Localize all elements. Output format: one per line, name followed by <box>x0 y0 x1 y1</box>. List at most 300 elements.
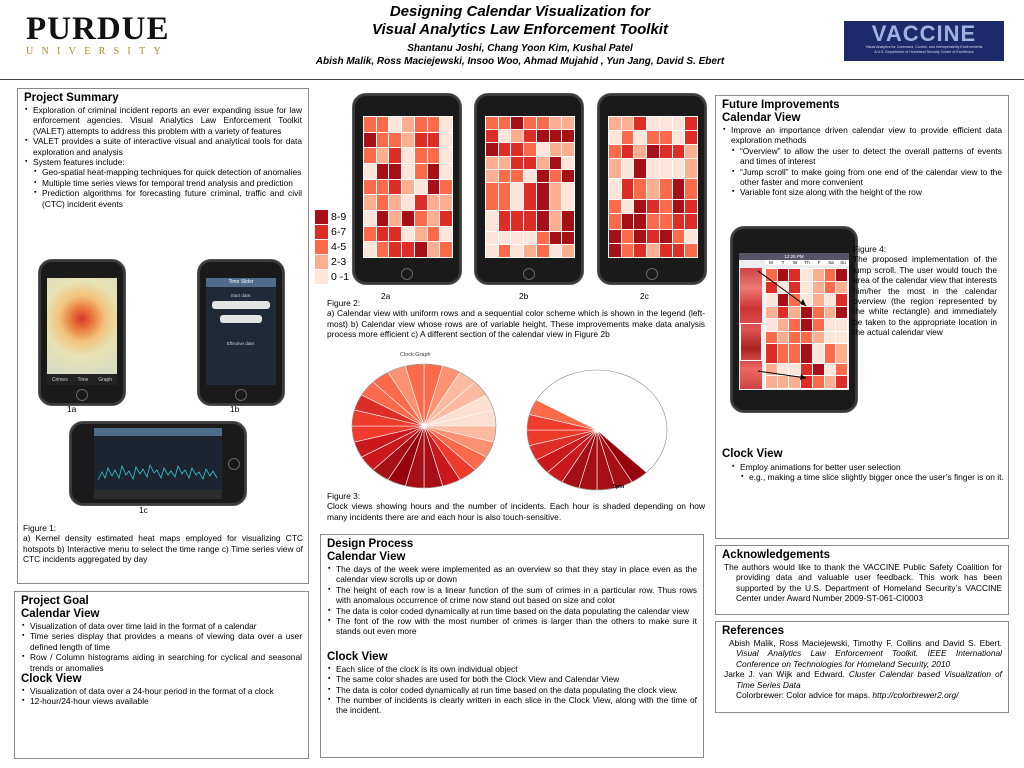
calendar-cell[interactable] <box>634 131 646 144</box>
calendar-cell[interactable] <box>511 211 523 231</box>
calendar-cell[interactable] <box>836 376 847 388</box>
calendar-cell[interactable] <box>440 227 452 242</box>
effective-date-label: Effective date: <box>226 341 256 346</box>
calendar-cell[interactable] <box>647 131 659 144</box>
calendar-cell[interactable] <box>673 230 685 243</box>
calendar-cell[interactable] <box>377 211 389 226</box>
purdue-logo-subtext: UNIVERSITY <box>26 46 169 57</box>
summary-title: Project Summary <box>24 92 119 104</box>
calendar-cell[interactable] <box>537 170 549 182</box>
calendar-cell[interactable] <box>622 230 634 243</box>
calendar-cell[interactable] <box>562 211 574 231</box>
calendar-cell[interactable] <box>622 159 634 178</box>
calendar-cell[interactable] <box>685 230 697 243</box>
calendar-cell[interactable] <box>673 117 685 130</box>
calendar-cell[interactable] <box>609 200 621 213</box>
calendar-cell[interactable] <box>524 157 536 169</box>
design-clock-title: Clock View <box>327 650 388 663</box>
legend-swatch <box>315 255 328 269</box>
fig2b-label: 2b <box>519 291 529 301</box>
calendar-cell[interactable] <box>377 242 389 257</box>
calendar-cell[interactable] <box>685 131 697 144</box>
calendar-cell[interactable] <box>428 133 440 148</box>
calendar-cell[interactable] <box>550 117 562 129</box>
calendar-cell[interactable] <box>511 143 523 155</box>
start-date-picker[interactable] <box>212 301 270 309</box>
calendar-cell[interactable] <box>537 157 549 169</box>
calendar-cell[interactable] <box>609 117 621 130</box>
calendar-cell[interactable] <box>511 232 523 244</box>
calendar-cell[interactable] <box>511 245 523 257</box>
calendar-cell[interactable] <box>364 164 376 179</box>
calendar-cell[interactable] <box>825 344 836 363</box>
future-clock-item <box>740 462 1012 483</box>
summary-item: ▪ VALET provides a suite of interactive visual and analytical tools for data exploration and analysis <box>33 136 302 157</box>
calendar-cell[interactable] <box>550 170 562 182</box>
calendar-cell[interactable] <box>499 143 511 155</box>
calendar-cell[interactable] <box>609 145 621 158</box>
calendar-cell[interactable] <box>402 133 414 148</box>
design-calendar-list <box>327 564 697 637</box>
calendar-cell[interactable] <box>428 227 440 242</box>
calendar-cell[interactable] <box>428 148 440 163</box>
calendar-cell[interactable] <box>377 164 389 179</box>
legend-label: 0 -1 <box>331 270 350 283</box>
calendar-cell[interactable] <box>537 232 549 244</box>
calendar-cell[interactable] <box>377 148 389 163</box>
calendar-cell[interactable] <box>389 148 401 163</box>
refs-title: References <box>722 625 785 637</box>
calendar-cell[interactable] <box>389 180 401 195</box>
fig1b-label: 1b <box>230 404 240 414</box>
calendar-cell[interactable] <box>402 148 414 163</box>
calendar-cell[interactable] <box>511 117 523 129</box>
calendar-cell[interactable] <box>537 183 549 210</box>
calendar-cell[interactable] <box>634 244 646 257</box>
calendar-cell[interactable] <box>486 130 498 142</box>
clock-graph-1 <box>350 360 498 494</box>
calendar-cell[interactable] <box>562 157 574 169</box>
design-clock-item: ▪ The number of incidents is clearly written in each slice in the Clock View, along with the time of the incident. <box>336 695 697 716</box>
calendar-cell[interactable] <box>364 117 376 132</box>
calendar-cell[interactable] <box>415 180 427 195</box>
time-slider-screen <box>206 278 276 385</box>
calendar-cell[interactable] <box>550 143 562 155</box>
calendar-cell[interactable] <box>415 195 427 210</box>
calendar-cell[interactable] <box>609 244 621 257</box>
calendar-cell[interactable] <box>622 214 634 230</box>
calendar-cell[interactable] <box>402 211 414 226</box>
calendar-cell[interactable] <box>622 131 634 144</box>
calendar-cell[interactable] <box>364 180 376 195</box>
calendar-cell[interactable] <box>685 244 697 257</box>
calendar-cell[interactable] <box>511 183 523 210</box>
calendar-cell[interactable] <box>402 117 414 132</box>
vaccine-logo-text: VACCINE <box>871 21 977 46</box>
design-calendar-item: ▪ The data is color coded dynamically at run time based on the data populating the calendar view <box>336 606 697 616</box>
calendar-cell[interactable] <box>562 143 574 155</box>
jump-arrows <box>756 266 816 406</box>
calendar-cell[interactable] <box>377 180 389 195</box>
calendar-cell[interactable] <box>685 159 697 178</box>
fig1-caption <box>23 523 303 565</box>
future-clock-subitem: ▪ e.g., making a time slice slightly bigger once the user’s finger is on it. <box>749 472 1012 482</box>
calendar-cell[interactable] <box>609 230 621 243</box>
calendar-cell[interactable] <box>415 164 427 179</box>
calendar-cell[interactable] <box>428 180 440 195</box>
calendar-cell[interactable] <box>634 200 646 213</box>
calendar-cell[interactable] <box>524 117 536 129</box>
calendar-cell[interactable] <box>415 133 427 148</box>
calendar-cell[interactable] <box>486 170 498 182</box>
calendar-cell[interactable] <box>440 148 452 163</box>
legend-row <box>315 254 349 269</box>
calendar-cell[interactable] <box>685 117 697 130</box>
calendar-cell[interactable] <box>673 131 685 144</box>
future-clock-title: Clock View <box>722 448 783 460</box>
calendar-cell[interactable] <box>825 282 836 294</box>
calendar-cell[interactable] <box>415 242 427 257</box>
reference-3-link[interactable]: http://colorbrewer2.org/ <box>872 690 959 701</box>
calendar-cell[interactable] <box>524 183 536 210</box>
calendar-cell[interactable] <box>415 117 427 132</box>
calendar-cell[interactable] <box>622 145 634 158</box>
calendar-cell[interactable] <box>486 143 498 155</box>
tab-graph[interactable]: Graph <box>98 376 113 383</box>
calendar-cell[interactable] <box>562 183 574 210</box>
reference-3-text: Colorbrewer: Color advice for maps. <box>736 690 871 701</box>
calendar-cell[interactable] <box>647 200 659 213</box>
calendar-cell[interactable] <box>402 227 414 242</box>
home-button[interactable] <box>235 389 247 401</box>
calendar-cell[interactable] <box>660 179 672 198</box>
calendar-cell[interactable] <box>364 211 376 226</box>
vaccine-logo-sub-2: A U.S. Department of Homeland Security Center of Excellence <box>874 50 974 54</box>
future-calendar-subitem: ▪ “Overview” to allow the user to detect the overall patterns of events and times of interest <box>740 146 1002 167</box>
calendar-cell[interactable] <box>499 183 511 210</box>
legend-row <box>315 239 349 254</box>
calendar-cell[interactable] <box>562 245 574 257</box>
calendar-cell[interactable] <box>673 244 685 257</box>
calendar-cell[interactable] <box>486 157 498 169</box>
end-date-picker[interactable] <box>220 315 262 323</box>
calendar-cell[interactable] <box>647 214 659 230</box>
calendar-cell[interactable] <box>673 179 685 198</box>
calendar-cell[interactable] <box>524 130 536 142</box>
calendar-cell[interactable] <box>647 230 659 243</box>
calendar-cell[interactable] <box>486 183 498 210</box>
calendar-cell[interactable] <box>499 232 511 244</box>
fig3-caption-title: Figure 3: <box>327 491 361 501</box>
calendar-cell[interactable] <box>647 145 659 158</box>
goal-clock-item: ▪ 12-hour/24-hour views available <box>30 696 302 706</box>
calendar-cell[interactable] <box>550 245 562 257</box>
goal-title: Project Goal <box>21 595 89 607</box>
home-button[interactable] <box>76 389 88 401</box>
calendar-cell[interactable] <box>660 159 672 178</box>
calendar-cell[interactable] <box>685 214 697 230</box>
calendar-cell[interactable] <box>440 211 452 226</box>
calendar-cell[interactable] <box>647 117 659 130</box>
calendar-cell[interactable] <box>622 179 634 198</box>
calendar-cell[interactable] <box>389 133 401 148</box>
calendar-cell[interactable] <box>609 214 621 230</box>
calendar-cell[interactable] <box>364 227 376 242</box>
calendar-cell[interactable] <box>634 145 646 158</box>
calendar-cell[interactable] <box>524 170 536 182</box>
fig1a-label: 1a <box>67 404 77 414</box>
calendar-cell[interactable] <box>524 143 536 155</box>
calendar-cell[interactable] <box>537 130 549 142</box>
calendar-cell[interactable] <box>440 180 452 195</box>
summary-subitem: ▪ Geo-spatial heat-mapping techniques for quick detection of anomalies <box>42 167 302 177</box>
authors-line-2: Abish Malik, Ross Maciejewski, Insoo Woo, Ahmad Mujahid , Yun Jang, David S. Ebert <box>315 56 725 67</box>
summary-list <box>24 105 302 209</box>
calendar-cell[interactable] <box>673 200 685 213</box>
ack-title: Acknowledgements <box>722 549 830 561</box>
calendar-cell[interactable] <box>836 294 847 306</box>
calendar-cell[interactable] <box>428 242 440 257</box>
future-title: Future Improvements <box>722 99 840 111</box>
calendar-cell[interactable] <box>440 242 452 257</box>
legend-label: 8-9 <box>331 210 347 223</box>
calendar-cell[interactable] <box>440 195 452 210</box>
time-series-chart <box>94 428 222 499</box>
calendar-cell[interactable] <box>524 245 536 257</box>
calendar-cell[interactable] <box>825 364 836 376</box>
heatmap-screen <box>47 278 117 385</box>
calendar-cell[interactable] <box>486 245 498 257</box>
calendar-cell[interactable] <box>836 307 847 319</box>
fig2-legend <box>315 209 349 284</box>
calendar-cell[interactable] <box>836 364 847 376</box>
poster-title <box>240 3 800 68</box>
phone-status-bar: 12:26 PM <box>739 253 849 260</box>
legend-row <box>315 269 349 284</box>
calendar-cell[interactable] <box>836 282 847 294</box>
calendar-cell[interactable] <box>499 157 511 169</box>
calendar-cell[interactable] <box>562 130 574 142</box>
legend-label: 4-5 <box>331 240 347 253</box>
calendar-cell[interactable] <box>511 130 523 142</box>
calendar-cell[interactable] <box>660 200 672 213</box>
calendar-cell[interactable] <box>634 179 646 198</box>
calendar-cell[interactable] <box>440 164 452 179</box>
calendar-cell[interactable] <box>377 195 389 210</box>
phone-1a <box>38 259 126 406</box>
goal-calendar-item: ▪ Time series display that provides a means of viewing data over a user defined length of time <box>30 631 302 652</box>
calendar-cell[interactable] <box>415 227 427 242</box>
calendar-cell[interactable] <box>550 232 562 244</box>
calendar-cell[interactable] <box>685 179 697 198</box>
calendar-cell[interactable] <box>377 227 389 242</box>
home-button[interactable] <box>401 268 413 280</box>
calendar-cell[interactable] <box>428 164 440 179</box>
goal-clock-list <box>21 686 302 707</box>
calendar-cell[interactable] <box>389 195 401 210</box>
design-calendar-item: ▪ The height of each row is a linear function of the sum of crimes in a particular row. Thus rows with anomalous occurrence of crime now stand out based on size and color <box>336 585 697 606</box>
calendar-cell[interactable] <box>825 332 836 344</box>
calendar-grid <box>485 116 575 258</box>
day-label: F <box>817 260 821 265</box>
future-calendar-item-text: Improve an importance driven calendar view to provide efficient data exploration methods <box>731 125 1002 146</box>
calendar-cell[interactable] <box>825 269 836 281</box>
calendar-cell[interactable] <box>486 232 498 244</box>
tab-time[interactable]: Time <box>77 376 89 383</box>
calendar-cell[interactable] <box>825 376 836 388</box>
calendar-cell[interactable] <box>499 245 511 257</box>
calendar-cell[interactable] <box>499 117 511 129</box>
calendar-cell[interactable] <box>673 145 685 158</box>
calendar-cell[interactable] <box>537 117 549 129</box>
fig1-caption-title: Figure 1: <box>23 523 57 533</box>
calendar-cell[interactable] <box>524 232 536 244</box>
calendar-cell[interactable] <box>537 245 549 257</box>
calendar-screen-2b <box>485 116 575 258</box>
calendar-cell[interactable] <box>647 179 659 198</box>
calendar-cell[interactable] <box>524 211 536 231</box>
calendar-cell[interactable] <box>402 164 414 179</box>
calendar-cell[interactable] <box>511 157 523 169</box>
calendar-cell[interactable] <box>550 130 562 142</box>
calendar-cell[interactable] <box>415 148 427 163</box>
calendar-cell[interactable] <box>609 159 621 178</box>
home-button[interactable] <box>646 268 658 280</box>
calendar-cell[interactable] <box>402 180 414 195</box>
calendar-cell[interactable] <box>389 117 401 132</box>
calendar-cell[interactable] <box>562 170 574 182</box>
calendar-cell[interactable] <box>660 214 672 230</box>
calendar-cell[interactable] <box>377 117 389 132</box>
purdue-logo <box>26 12 206 60</box>
calendar-grid <box>363 116 453 258</box>
calendar-cell[interactable] <box>660 145 672 158</box>
heatmap-tabbar <box>47 374 117 385</box>
calendar-cell[interactable] <box>836 332 847 344</box>
legend-swatch <box>315 270 328 284</box>
calendar-cell[interactable] <box>673 214 685 230</box>
reference-3 <box>722 690 1002 700</box>
calendar-cell[interactable] <box>364 195 376 210</box>
calendar-cell[interactable] <box>428 195 440 210</box>
calendar-cell[interactable] <box>622 200 634 213</box>
legend-row <box>315 224 349 239</box>
calendar-cell[interactable] <box>499 211 511 231</box>
calendar-cell[interactable] <box>486 211 498 231</box>
calendar-cell[interactable] <box>673 159 685 178</box>
calendar-cell[interactable] <box>836 319 847 331</box>
calendar-cell[interactable] <box>511 170 523 182</box>
calendar-cell[interactable] <box>685 145 697 158</box>
design-calendar-title: Calendar View <box>327 551 406 563</box>
calendar-cell[interactable] <box>537 143 549 155</box>
calendar-cell[interactable] <box>537 211 549 231</box>
calendar-cell[interactable] <box>389 164 401 179</box>
calendar-cell[interactable] <box>562 117 574 129</box>
calendar-cell[interactable] <box>660 131 672 144</box>
clock-bottom-label: 5pm <box>613 484 625 490</box>
calendar-cell[interactable] <box>499 170 511 182</box>
future-calendar-subitem: ▪ “Jump scroll” to make going from one end of the calendar view to the other faster and more convenient <box>740 167 1002 188</box>
design-clock-item: ▪ The data is color coded dynamically at run time based on the data populating the clock view. <box>336 685 697 695</box>
calendar-cell[interactable] <box>685 200 697 213</box>
home-button[interactable] <box>523 268 535 280</box>
calendar-screen-2a <box>363 116 453 258</box>
calendar-cell[interactable] <box>550 157 562 169</box>
title-line-1: Designing Calendar Visualization for <box>389 3 651 20</box>
calendar-cell[interactable] <box>660 244 672 257</box>
home-button[interactable] <box>228 458 240 470</box>
goal-clock-item: ▪ Visualization of data over a 24-hour period in the format of a clock <box>30 686 302 696</box>
calendar-cell[interactable] <box>836 269 847 281</box>
legend-swatch <box>315 240 328 254</box>
calendar-cell[interactable] <box>634 117 646 130</box>
calendar-cell[interactable] <box>562 232 574 244</box>
calendar-cell[interactable] <box>836 344 847 363</box>
calendar-cell[interactable] <box>364 242 376 257</box>
calendar-cell[interactable] <box>660 117 672 130</box>
calendar-cell[interactable] <box>486 117 498 129</box>
calendar-cell[interactable] <box>364 148 376 163</box>
calendar-cell[interactable] <box>634 214 646 230</box>
calendar-cell[interactable] <box>825 319 836 331</box>
calendar-cell[interactable] <box>389 211 401 226</box>
calendar-cell[interactable] <box>660 230 672 243</box>
design-clock-item: ▪ The same color shades are used for both the Clock View and Calendar View <box>336 674 697 684</box>
day-label: Su <box>840 260 846 265</box>
fig2a-label: 2a <box>381 291 391 301</box>
calendar-cell[interactable] <box>634 159 646 178</box>
design-calendar-item: ▪ The days of the week were implemented as an overview so that they stay in place even as the calendar view scrolls up or down <box>336 564 697 585</box>
calendar-cell[interactable] <box>647 244 659 257</box>
calendar-cell[interactable] <box>550 183 562 210</box>
calendar-cell[interactable] <box>364 133 376 148</box>
calendar-cell[interactable] <box>402 195 414 210</box>
calendar-cell[interactable] <box>609 179 621 198</box>
day-label: Th <box>804 260 810 265</box>
tab-crimes[interactable]: Crimes <box>51 376 68 383</box>
calendar-cell[interactable] <box>634 230 646 243</box>
reference-1 <box>722 638 1002 669</box>
calendar-cell[interactable] <box>622 244 634 257</box>
fig3-caption-text: Clock views showing hours and the number of incidents. Each hour is shaded depending on how many incidents there are and each hour is also touch-sensitive. <box>327 501 705 522</box>
legend-label: 2-3 <box>331 255 347 268</box>
calendar-cell[interactable] <box>377 133 389 148</box>
clock-graph-2 <box>523 368 671 494</box>
future-calendar-subitem: ▪ Variable font size along with the height of the row <box>740 187 1002 197</box>
calendar-cell[interactable] <box>428 211 440 226</box>
calendar-cell[interactable] <box>428 117 440 132</box>
calendar-cell[interactable] <box>825 307 836 319</box>
calendar-cell[interactable] <box>389 227 401 242</box>
calendar-cell[interactable] <box>440 117 452 132</box>
fig4-caption-text: The proposed implementation of the jump scroll. The user would touch the area of the calendar view that interests him/her the most in the calendar overview (the region represented by the white rectangle) and immediately be taken to the appropriate location in the actual calendar view <box>853 254 997 338</box>
calendar-cell[interactable] <box>440 133 452 148</box>
calendar-cell[interactable] <box>609 131 621 144</box>
calendar-cell[interactable] <box>647 159 659 178</box>
calendar-cell[interactable] <box>825 294 836 306</box>
calendar-cell[interactable] <box>402 242 414 257</box>
fig4-caption-title: Figure 4: <box>853 244 887 254</box>
calendar-cell[interactable] <box>389 242 401 257</box>
calendar-cell[interactable] <box>622 117 634 130</box>
calendar-cell[interactable] <box>499 130 511 142</box>
calendar-cell[interactable] <box>550 211 562 231</box>
design-process-panel <box>320 534 704 758</box>
goal-calendar-title: Calendar View <box>21 608 100 620</box>
fig2c-label: 2c <box>640 291 649 301</box>
calendar-cell[interactable] <box>415 211 427 226</box>
